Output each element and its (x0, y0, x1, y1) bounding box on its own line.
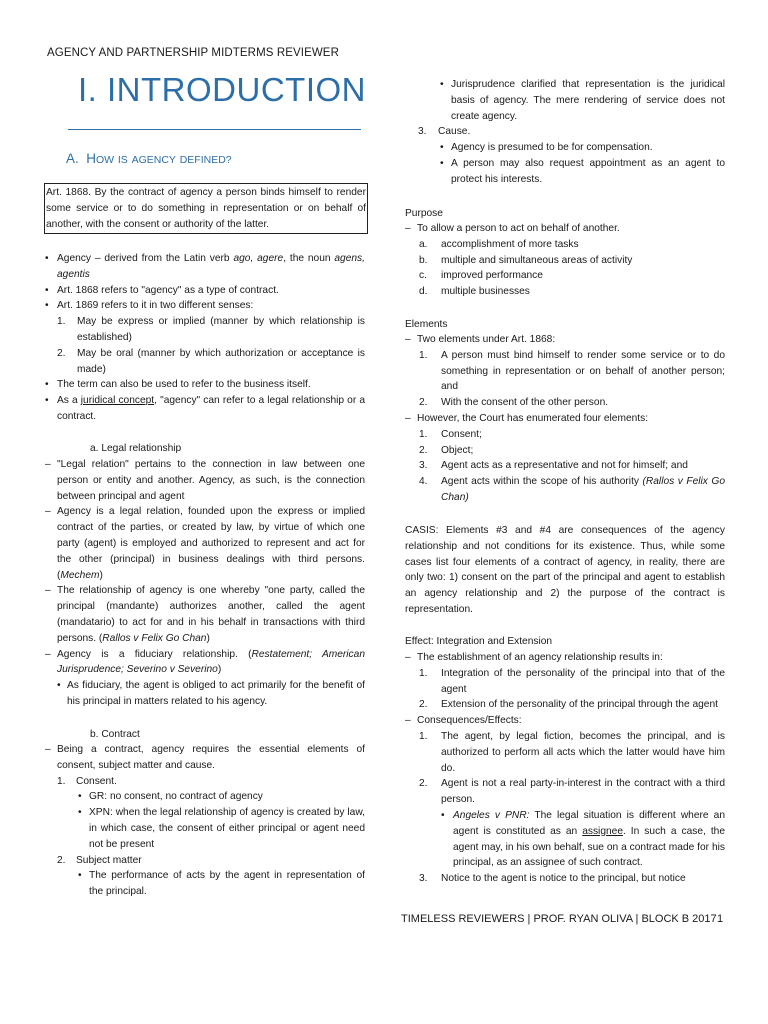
document-header: AGENCY AND PARTNERSHIP MIDTERMS REVIEWER (47, 47, 339, 59)
list-item: c. improved performance (419, 270, 543, 282)
list-item: – Two elements under Art. 1868: (405, 334, 556, 345)
art-1868-box (44, 183, 368, 234)
list-item: d. multiple businesses (419, 286, 530, 298)
page-number: 1 (717, 913, 724, 925)
list-item: – To allow a person to act on behalf of another. (405, 223, 620, 234)
list-item: 1. Consent. (57, 775, 117, 787)
list-item: 3. Notice to the agent is notice to the principal, but notice (419, 873, 686, 885)
effect-list (405, 650, 725, 887)
legal-relationship-list (45, 457, 365, 710)
elements-heading: Elements (405, 319, 448, 330)
list-item: – However, the Court has enumerated four elements: (405, 412, 649, 424)
list-item: • A person may also request appointment as an agent to protect his interests. (440, 157, 725, 185)
list-item: 1. Consent; (419, 428, 482, 440)
list-item: 3. Cause. (418, 126, 471, 138)
sub-a-heading: a. Legal relationship (90, 443, 182, 454)
list-item: • Jurisprudence clarified that representation is the juridical basis of agency. The mere rendering of service does not create agency. (440, 79, 725, 122)
list-item: • The term can also be used to refer to the business itself. (45, 379, 311, 391)
art-text: By the contract of agency a person binds himself to render some service or to do something in representation or on behalf of another, with the consent or authority of the latter. (46, 187, 366, 230)
left-bullets (45, 251, 365, 425)
list-item: a. accomplishment of more tasks (419, 238, 579, 250)
list-item: • Angeles v PNR: The legal situation is different where an agent is constituted as an assignee. In such a case, the agent may, in his own behalf, sue on a contract made for his principal, as an assignee of such contract. (441, 809, 725, 869)
list-item: 2. With the consent of the other person. (419, 397, 609, 409)
effect-heading: Effect: Integration and Extension (405, 636, 553, 647)
list-item: 1. Integration of the personality of the principal into that of the agent (419, 667, 725, 695)
list-item: • Art. 1869 refers to it in two different senses: (45, 300, 254, 312)
list-item: 2. May be oral (manner by which authorization or acceptance is made) (57, 347, 365, 375)
contract-list (45, 742, 365, 900)
list-item: 1. A person must bind himself to render some service or to do something in representation or on behalf of another person; and (419, 349, 725, 393)
elements-list (405, 332, 725, 506)
list-item: • As fiduciary, the agent is obliged to act primarily for the benefit of his principal in matters related to his agency. (57, 680, 365, 707)
list-item: • Agency is presumed to be for compensation. (440, 142, 653, 154)
list-item: • As a juridical concept, "agency" can refer to a legal relationship or a contract. (45, 395, 365, 422)
list-item: – Being a contract, agency requires the essential elements of consent, subject matter and cause. (45, 744, 365, 771)
list-item: • The performance of acts by the agent in representation of the principal. (78, 870, 365, 898)
list-item: b. multiple and simultaneous areas of activity (419, 254, 633, 266)
list-item: – "Legal relation" pertains to the connection in law between one person or entity and another. Agency, as such, is the connection between principal and agent (45, 459, 365, 502)
list-item: 2. Subject matter (57, 854, 142, 866)
sub-b-heading: b. Contract (90, 729, 140, 740)
subsection-heading: A. HOW IS AGENCY DEFINED? (66, 151, 232, 166)
list-item: 1. The agent, by legal fiction, becomes the principal, and is authorized to perform all acts which the latter would have him do. (419, 730, 725, 774)
list-item: • Agency – derived from the Latin verb ago, agere, the noun agens, agentis (45, 253, 365, 280)
list-item: 3. Agent acts as a representative and not for himself; and (419, 460, 688, 472)
footer: TIMELESS REVIEWERS | PROF. RYAN OLIVA | BLOCK B 2017 (401, 913, 717, 925)
list-item: • Art. 1868 refers to "agency" as a type of contract. (45, 284, 279, 296)
list-item: • GR: no consent, no contract of agency (78, 791, 263, 803)
list-item: 2. Object; (419, 444, 474, 456)
title-rule (68, 129, 361, 130)
casis-note: CASIS: Elements #3 and #4 are consequences of the agency relationship and not conditions for its existence. Thus, while some cases list four elements of a contract of agency, in reality, there are only two: 1) consent on the part of the principal and agent to establish an agency relationship and 2) the purpose of the contract is representation. (405, 525, 725, 615)
list-item: – The establishment of an agency relationship results in: (405, 652, 663, 663)
list-item: – Agency is a legal relation, founded upon the express or implied contract of the parties, or created by law, by virtue of which one party (agent) is employed and authorized to represent and act for the other (principal) in business dealings with third persons. (Mechem) (45, 506, 365, 581)
list-item: – The relationship of agency is one whereby "one party, called the principal (mandante) authorizes another, called the agent (mandatario) to act for and in his behalf in transactions with third persons. (Rallos v Felix Go Chan) (45, 585, 365, 644)
purpose-list (405, 221, 725, 300)
list-item: 4. Agent acts within the scope of his authority (Rallos v Felix Go Chan) (419, 476, 725, 503)
list-item: 2. Agent is not a real party-in-interest in the contract with a third person. (419, 778, 725, 806)
right-top-list (405, 77, 725, 188)
list-item: 1. May be express or implied (manner by which relationship is established) (57, 316, 365, 343)
list-item: – Agency is a fiduciary relationship. (Restatement; American Jurisprudence; Severino v Severino) (45, 648, 365, 676)
purpose-heading: Purpose (405, 208, 443, 219)
section-title: I. INTRODUCTION (78, 71, 366, 108)
list-item: – Consequences/Effects: (405, 715, 522, 727)
art-label: Art. 1868. (46, 187, 91, 198)
list-item: 2. Extension of the personality of the principal through the agent (419, 699, 718, 711)
list-item: • XPN: when the legal relationship of agency is created by law, in which case, the consent of either principal or agent need not be present (78, 807, 365, 850)
